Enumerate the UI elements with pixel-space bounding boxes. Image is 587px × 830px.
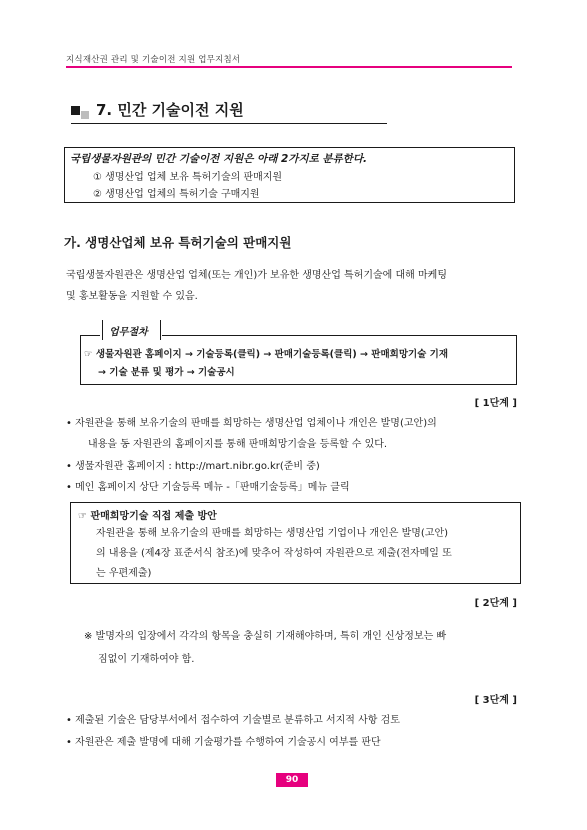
paragraph-line: 및 홍보활동을 지원할 수 있음. [66,291,198,302]
section-marker-dark [71,106,80,115]
section-marker-gray [81,111,89,119]
section-underline [71,123,387,124]
direct-submission-title: ☞ 판매희망기술 직접 제출 방안 [78,511,217,522]
direct-submission-line: 의 내용을 (제4장 표준서식 참조)에 맞추어 작성하여 자원관으로 제출(전자메일 또 [96,548,452,559]
header-rule [66,66,512,68]
step-label: [ 3단계 ] [474,695,517,706]
direct-submission-line: 는 우편제출) [96,568,152,579]
section-title: 7. 민간 기술이전 지원 [96,101,244,119]
bullet-continuation: 내용을 동 자원관의 홈페이지를 통해 판매희망기술을 등록할 수 있다. [88,439,388,450]
step-label: [ 1단계 ] [474,398,517,409]
intro-box-item: ② 생명산업 업체의 특허기술 구매지원 [93,189,260,200]
procedure-label-bar-right [160,320,161,340]
step-label: [ 2단계 ] [474,598,517,609]
procedure-flow-line: → 기술 분류 및 평가 → 기술공시 [98,367,235,378]
paragraph-line: 국립생물자원관은 생명산업 업체(또는 개인)가 보유한 생명산업 특허기술에 대해 마케팅 [66,270,447,281]
running-header: 지식재산권 관리 및 기술이전 지원 업무지침서 [66,55,241,65]
bullet-item: • 자원관은 제출 발명에 대해 기술평가를 수행하여 기술공시 여부를 판단 [66,737,381,748]
procedure-label: 업무절차 [109,327,148,338]
bullet-item: • 생물자원관 홈페이지 : http://mart.nibr.go.kr(준비 중) [66,461,320,472]
bullet-item: • 제출된 기술은 담당부서에서 접수하여 기술별로 분류하고 서지적 사항 검토 [66,715,400,726]
intro-box-item: ① 생명산업 업체 보유 특허기술의 판매지원 [93,172,283,183]
subsection-title: 가. 생명산업체 보유 특허기술의 판매지원 [64,235,292,250]
direct-submission-line: 자원관을 통해 보유기술의 판매를 희망하는 생명산업 기업이나 개인은 발명(고안) [96,528,449,539]
intro-box-title: 국립생물자원관의 민간 기술이전 지원은 아래 2가지로 분류한다. [70,153,367,165]
bullet-item: • 메인 홈페이지 상단 기술등록 메뉴 -「판매기술등록」메뉴 클릭 [66,482,350,493]
bullet-item: • 자원관을 통해 보유기술의 판매를 희망하는 생명산업 업체이나 개인은 발명(고안)의 [66,418,437,429]
procedure-label-bar-left [102,320,103,340]
procedure-flow-line: ☞ 생물자원관 홈페이지 → 기술등록(클릭) → 판매기술등록(클릭) → 판매희망기술 기재 [84,349,449,360]
note-line: 짐없이 기재하여야 함. [98,654,195,665]
page-number: 90 [276,773,308,787]
note-line: ※ 발명자의 입장에서 각각의 항목을 충실히 기재해야하며, 특히 개인 신상정보는 빠 [84,631,447,642]
